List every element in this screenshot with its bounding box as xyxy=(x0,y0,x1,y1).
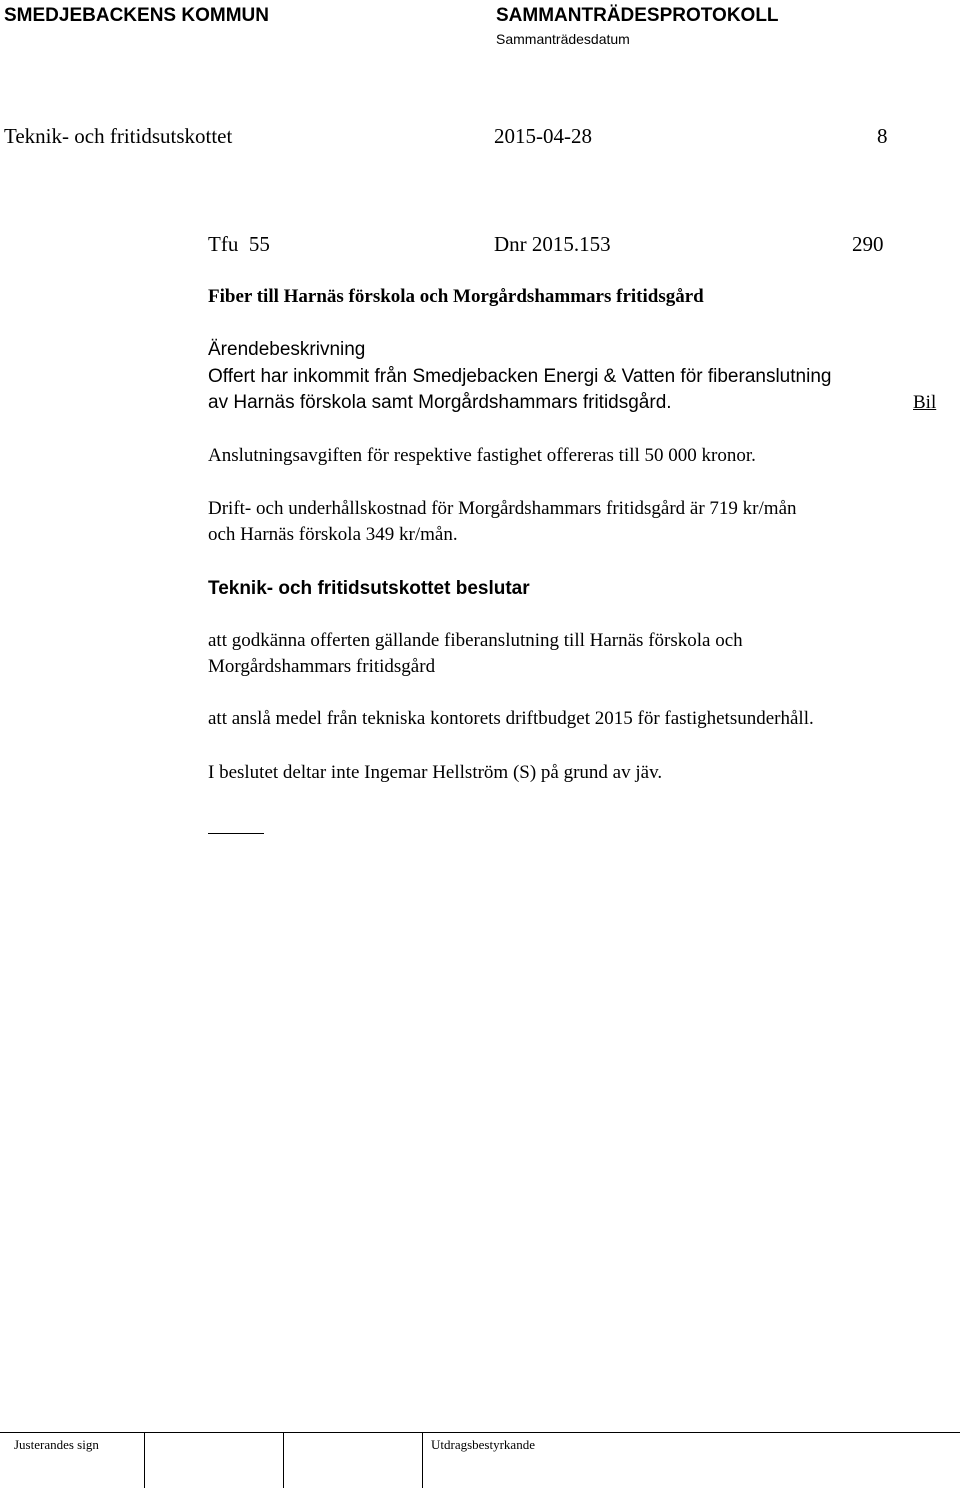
decision-item-1-line-2: Morgårdshammars fritidsgård xyxy=(208,656,436,677)
description-heading: Ärendebeskrivning xyxy=(208,339,366,360)
footer-divider-2 xyxy=(283,1432,284,1488)
connection-fee-paragraph: Anslutningsavgiften för respektive fastighet offereras till 50 000 kronor. xyxy=(208,445,756,466)
case-number: Tfu 55 xyxy=(208,232,270,256)
attachment-link[interactable]: Bil xyxy=(913,392,937,413)
footer-divider-3 xyxy=(422,1432,423,1488)
decision-heading: Teknik- och fritidsutskottet beslutar xyxy=(208,578,530,599)
meeting-date-label: Sammanträdesdatum xyxy=(496,31,630,47)
committee-name: Teknik- och fritidsutskottet xyxy=(4,124,233,148)
disqualification-note: I beslutet deltar inte Ingemar Hellström (S) på grund av jäv. xyxy=(208,762,663,783)
description-line-2: av Harnäs förskola samt Morgårdshammars fritidsgård. xyxy=(208,392,672,413)
section-end-rule xyxy=(208,833,264,834)
signature-label: Justerandes sign xyxy=(14,1437,99,1452)
meeting-date: 2015-04-28 xyxy=(494,124,592,148)
organization-name: SMEDJEBACKENS KOMMUN xyxy=(4,5,269,26)
decision-item-1-line-1: att godkänna offerten gällande fiberanslutning till Harnäs förskola och xyxy=(208,630,743,651)
certification-label: Utdragsbestyrkande xyxy=(431,1437,535,1452)
decision-item-2: att anslå medel från tekniska kontorets driftbudget 2015 för fastighetsunderhåll. xyxy=(208,708,814,729)
document-type: SAMMANTRÄDESPROTOKOLL xyxy=(496,5,779,26)
description-line-1: Offert har inkommit från Smedjebacken Energi & Vatten för fiberanslutning xyxy=(208,366,832,387)
case-code: 290 xyxy=(852,232,884,256)
operating-cost-line-2: och Harnäs förskola 349 kr/mån. xyxy=(208,524,458,545)
case-title: Fiber till Harnäs förskola och Morgårdshammars fritidsgård xyxy=(208,286,704,307)
operating-cost-line-1: Drift- och underhållskostnad för Morgårdshammars fritidsgård är 719 kr/mån xyxy=(208,498,797,519)
page-number: 8 xyxy=(877,124,888,148)
diary-number: Dnr 2015.153 xyxy=(494,232,611,256)
footer-divider-1 xyxy=(144,1432,145,1488)
